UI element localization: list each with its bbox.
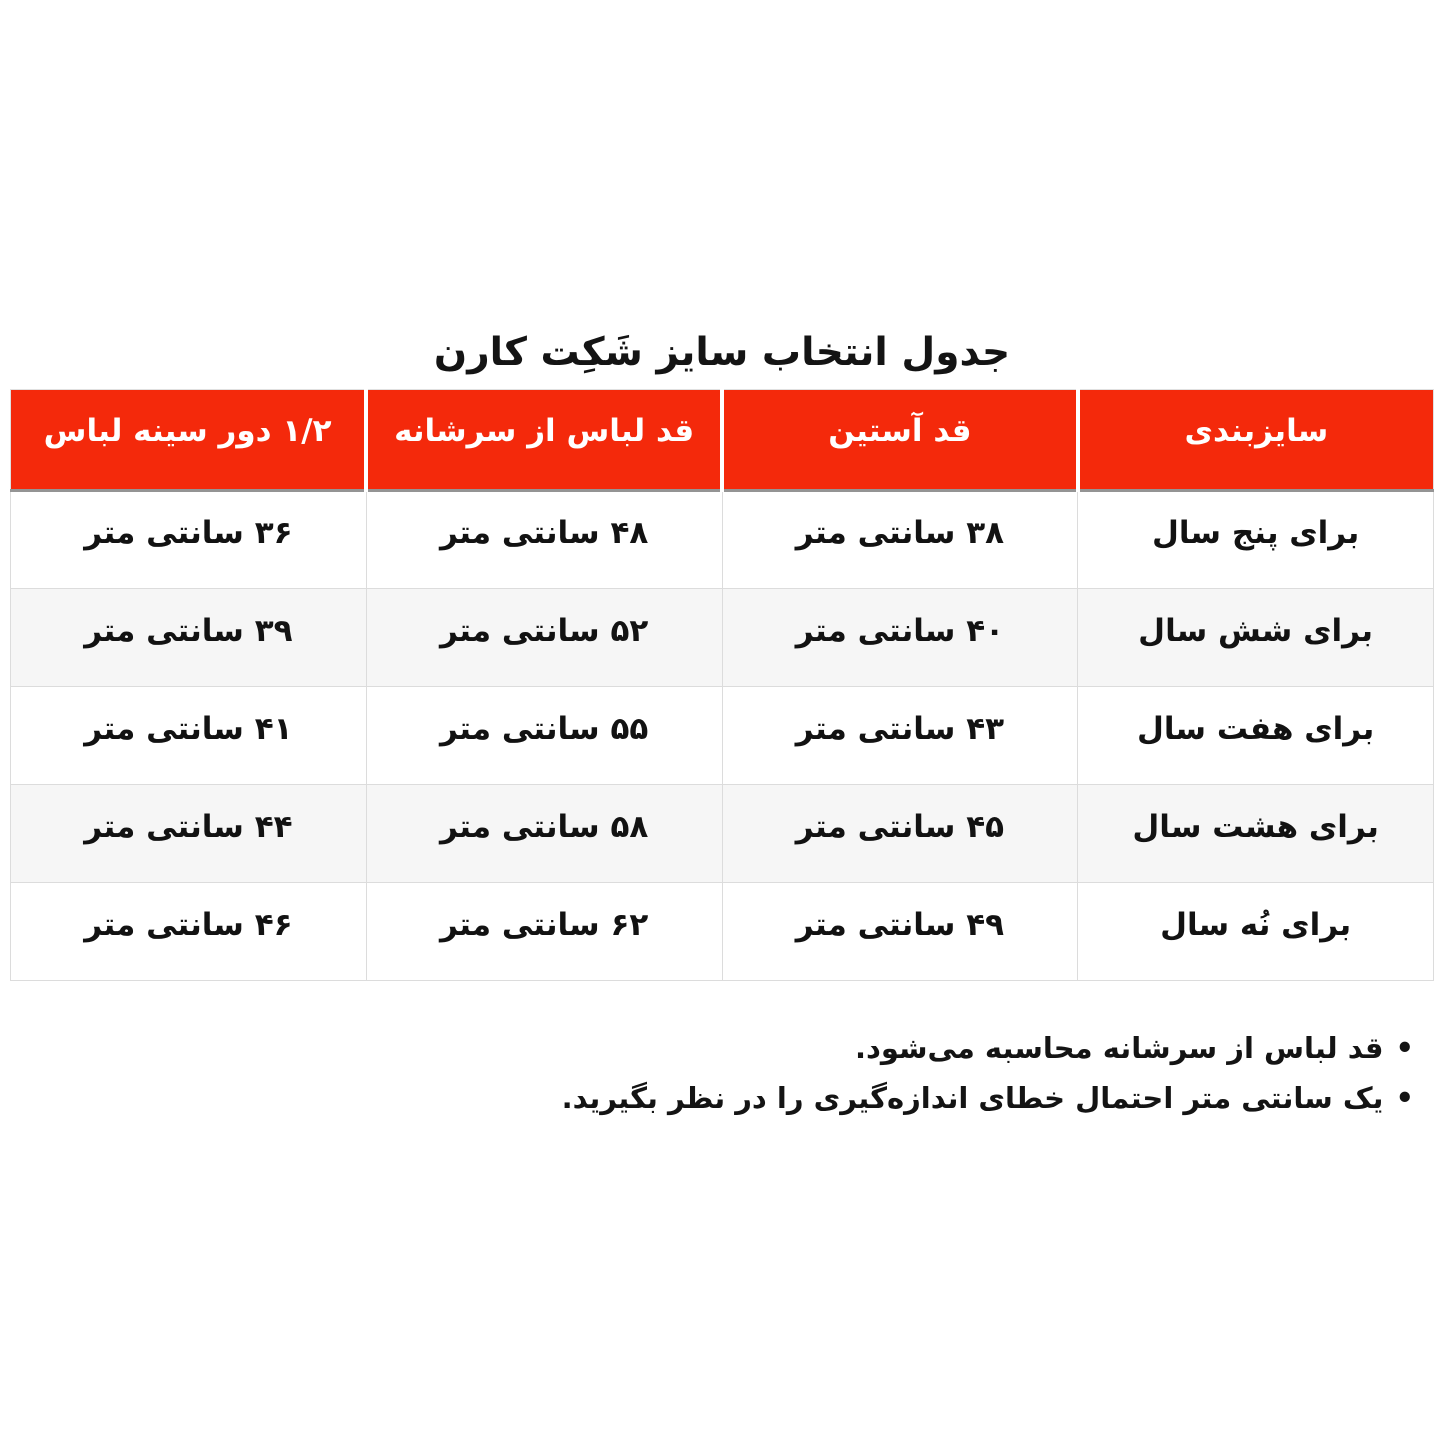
cell-garment-length: ۵۵ سانتی متر [366, 687, 722, 785]
cell-size-label: برای هشت سال [1078, 785, 1434, 883]
note-text: قد لباس از سرشانه محاسبه می‌شود. [854, 1031, 1384, 1065]
size-table-body [11, 491, 1434, 981]
size-table [10, 389, 1434, 981]
table-row-eight-years [11, 785, 1434, 883]
bullet-icon: • [1395, 1081, 1414, 1115]
note-text: یک سانتی متر احتمال خطای اندازه‌گیری را در نظر بگیرید. [561, 1081, 1384, 1115]
column-header-sizing: سایزبندی [1078, 390, 1434, 491]
cell-sleeve-length: ۴۰ سانتی متر [722, 589, 1078, 687]
cell-size-label: برای شش سال [1078, 589, 1434, 687]
cell-size-label: برای پنج سال [1078, 491, 1434, 589]
cell-sleeve-length: ۳۸ سانتی متر [722, 491, 1078, 589]
cell-half-chest: ۳۹ سانتی متر [11, 589, 367, 687]
cell-size-label: برای نُه سال [1078, 883, 1434, 981]
size-table-header [11, 390, 1434, 491]
cell-half-chest: ۴۴ سانتی متر [11, 785, 367, 883]
cell-sleeve-length: ۴۳ سانتی متر [722, 687, 1078, 785]
column-header-half-chest: ۱/۲ دور سینه لباس [11, 390, 367, 491]
table-row-six-years [11, 589, 1434, 687]
cell-half-chest: ۳۶ سانتی متر [11, 491, 367, 589]
bullet-icon: • [1395, 1031, 1414, 1065]
cell-garment-length: ۵۸ سانتی متر [366, 785, 722, 883]
cell-sleeve-length: ۴۹ سانتی متر [722, 883, 1078, 981]
cell-sleeve-length: ۴۵ سانتی متر [722, 785, 1078, 883]
page-title: جدول انتخاب سایز شَکِت کارن [433, 330, 1011, 375]
table-row-seven-years [11, 687, 1434, 785]
cell-garment-length: ۴۸ سانتی متر [366, 491, 722, 589]
column-header-sleeve-length: قد آستین [722, 390, 1078, 491]
header-row [11, 390, 1434, 491]
table-row-nine-years [11, 883, 1434, 981]
column-header-garment-length: قد لباس از سرشانه [366, 390, 722, 491]
cell-size-label: برای هفت سال [1078, 687, 1434, 785]
cell-garment-length: ۵۲ سانتی متر [366, 589, 722, 687]
table-row-five-years [11, 491, 1434, 589]
note-item-measurement-error [0, 1073, 1414, 1123]
note-item-garment-length [0, 1023, 1414, 1073]
cell-garment-length: ۶۲ سانتی متر [366, 883, 722, 981]
footnotes-list [0, 1023, 1444, 1123]
cell-half-chest: ۴۶ سانتی متر [11, 883, 367, 981]
cell-half-chest: ۴۱ سانتی متر [11, 687, 367, 785]
